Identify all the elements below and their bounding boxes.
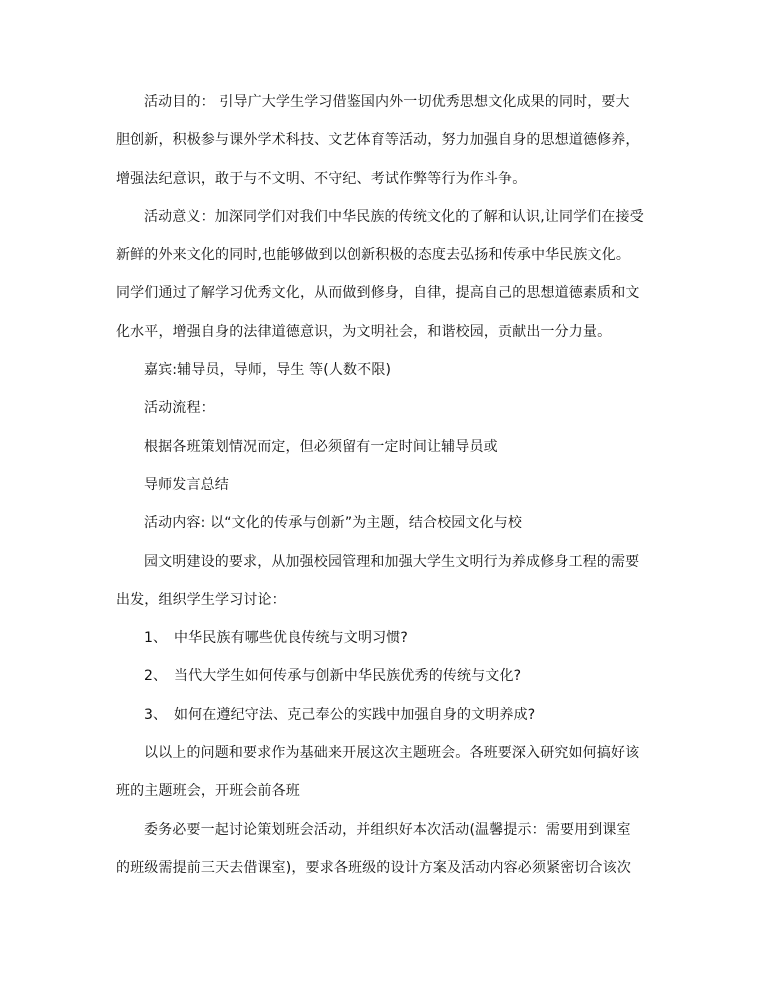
list-number: 3、 [144,706,168,723]
paragraph-line: 活动意义：加深同学们对我们中华民族的传统文化的了解和认识,让同学们在接受 [144,208,644,225]
paragraph-line: 以以上的问题和要求作为基础来开展这次主题班会。各班要深入研究如何搞好该 [144,745,640,762]
paragraph-line: 嘉宾:辅导员，导师，导生 等(人数不限) [144,362,392,379]
section-heading: 活动流程： [144,400,215,417]
paragraph-line: 活动内容: 以“文化的传承与创新”为主题，结合校园文化与校 [144,515,523,532]
paragraph-line: 园文明建设的要求，从加强校园管理和加强大学生文明行为养成修身工程的需要 [144,553,640,570]
document-page [116,92,656,896]
paragraph-line: 同学们通过了解学习优秀文化，从而做到修身，自律，提高自己的思想道德素质和文 [116,285,640,302]
paragraph-line: 活动目的： 引导广大学生学习借鉴国内外一切优秀思想文化成果的同时，要大 [144,94,630,110]
paragraph-line: 班的主题班会，开班会前各班 [116,783,300,800]
list-item [116,666,656,686]
paragraph-line: 化水平，增强自身的法律道德意识，为文明社会，和谐校园，贡献出一分力量。 [116,323,612,340]
list-item [116,628,656,648]
paragraph-line: 根据各班策划情况而定，但必须留有一定时间让辅导员或 [144,438,498,455]
list-number: 1、 [144,630,168,647]
paragraph-line: 新鲜的外来文化的同时,也能够做到以创新积极的态度去弘扬和传承中华民族文化。 [116,247,630,264]
paragraph-line: 导师发言总结 [144,476,229,493]
paragraph-line: 胆创新，积极参与课外学术科技、文艺体育等活动，努力加强自身的思想道德修养， [116,132,640,149]
paragraph-line: 增强法纪意识，敢于与不文明、不守纪、考试作弊等行为作斗争。 [116,170,527,187]
list-item-text: 中华民族有哪些优良传统与文明习惯? [174,630,408,647]
list-item-text: 如何在遵纪守法、克己奉公的实践中加强自身的文明养成? [174,706,536,723]
list-item [116,705,656,725]
list-item-text: 当代大学生如何传承与创新中华民族优秀的传统与文化? [174,668,522,685]
paragraph-line: 委务必要一起讨论策划班会活动，并组织好本次活动(温馨提示：需要用到课室 [144,821,631,838]
paragraph-line: 的班级需提前三天去借课室)，要求各班级的设计方案及活动内容必须紧密切合该次 [116,859,632,876]
paragraph-line: 出发，组织学生学习讨论： [116,591,286,608]
list-number: 2、 [144,668,168,685]
